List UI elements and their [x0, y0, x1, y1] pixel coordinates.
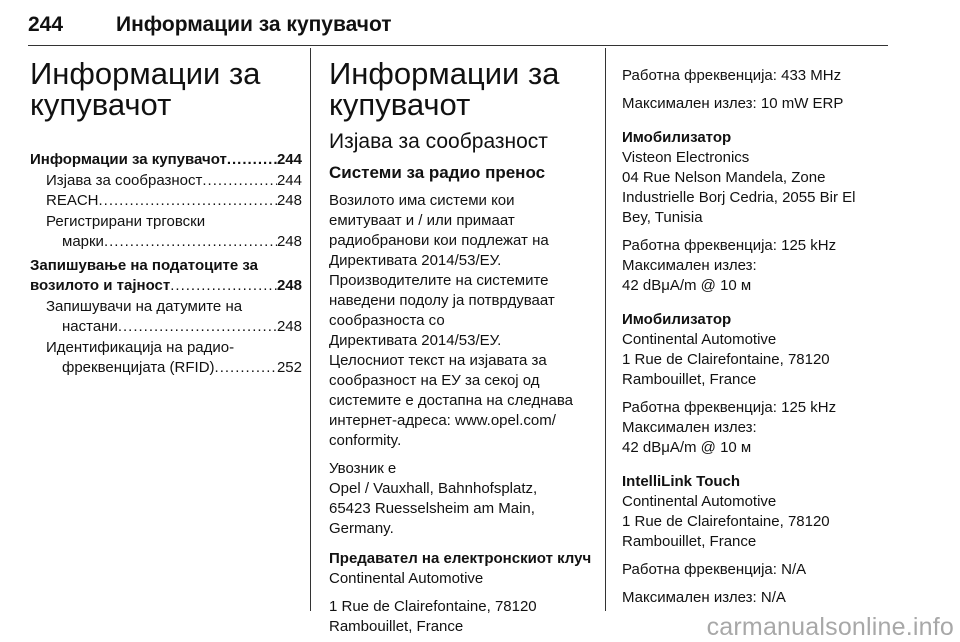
toc-entry[interactable]: Регистрирани трговски — [46, 212, 206, 230]
conformity-text: Возилото има системи кои емитуваат и / или примаат радиобранови кои подлежат на Директивата 2014/53/ЕУ. Производителите на системите наведени подолу ја потврдуваат сообразноста со Директивата 2014/53/ЕУ. Целосниот текст на изјавата за сообразност на ЕУ за секој од системите е достапна на следнава интернет-адреса: www.opel.com/ conformity. — [329, 192, 573, 449]
immobilizer-address-1: 04 Rue Nelson Mandela, Zone Industrielle Borj Cedria, 2055 Bir El Bey, Tunisia — [622, 169, 856, 226]
immobilizer-heading-2: Имобилизатор — [622, 311, 732, 328]
toc-entry[interactable]: Запишувачи на датумите на — [46, 297, 243, 315]
toc-entry[interactable]: настани ..... 248 — [30, 317, 302, 338]
subsection-title: Изјава за сообразност — [329, 130, 548, 153]
running-title: Информации за купувачот — [116, 13, 392, 36]
power-10mw: Максимален излез: 10 mW ERP — [622, 95, 844, 112]
immobilizer-power-2: Максимален излез: 42 dBμA/m @ 10 м — [622, 419, 757, 456]
transmitter-maker: Continental Automotive — [329, 570, 484, 587]
column-divider-left — [310, 48, 311, 611]
section-title: Информации за купувачот — [329, 56, 560, 122]
intellilink-maker: Continental Automotive — [622, 493, 777, 510]
intellilink-power: Максимален излез: N/A — [622, 589, 786, 606]
toc-entry[interactable]: марки ..... 248 — [30, 232, 302, 253]
intellilink-heading: IntelliLink Touch — [622, 473, 741, 490]
toc-entry[interactable]: возилото и тајност ..... 248 — [30, 276, 302, 297]
intellilink-freq: Работна фреквенција: N/A — [622, 561, 807, 578]
toc-entry[interactable]: Информации за купувачот ..... 244 — [30, 150, 302, 171]
immobilizer-maker-2: Continental Automotive — [622, 331, 777, 348]
column-toc — [30, 58, 302, 379]
immobilizer-freq-1: Работна фреквенција: 125 kHz — [622, 237, 837, 254]
radio-systems-heading: Системи за радио пренос — [329, 163, 546, 182]
immobilizer-address-2: 1 Rue de Clairefontaine, 78120 Rambouillet, France — [622, 351, 830, 388]
table-of-contents — [30, 150, 302, 379]
column-conformity — [329, 58, 591, 637]
header-rule — [28, 45, 888, 46]
toc-entry[interactable]: фреквенцијата (RFID) ..... 252 — [30, 358, 302, 379]
column-divider-right — [605, 48, 606, 611]
transmitter-address: 1 Rue de Clairefontaine, 78120 Rambouillet, France — [329, 598, 537, 635]
page-number: 244 — [28, 13, 64, 36]
column-devices — [622, 66, 884, 608]
toc-entry[interactable]: Идентификација на радио- — [46, 338, 235, 356]
immobilizer-freq-2: Работна фреквенција: 125 kHz — [622, 399, 837, 416]
importer-address: Opel / Vauxhall, Bahnhofsplatz, 65423 Ruesselsheim am Main, Germany. — [329, 480, 538, 537]
immobilizer-power-1: Максимален излез: 42 dBμA/m @ 10 м — [622, 257, 757, 294]
toc-entry[interactable]: Изјава за сообразност ..... 244 — [30, 171, 302, 192]
watermark: carmanualsonline.info — [706, 613, 954, 641]
freq-433: Работна фреквенција: 433 MHz — [622, 67, 842, 84]
immobilizer-maker-1: Visteon Electronics — [622, 149, 750, 166]
transmitter-heading: Предавател на електронскиот клуч — [329, 550, 592, 567]
intellilink-address: 1 Rue de Clairefontaine, 78120 Rambouillet, France — [622, 513, 830, 550]
toc-entry[interactable]: REACH ..... 248 — [30, 191, 302, 212]
immobilizer-heading-1: Имобилизатор — [622, 129, 732, 146]
chapter-title: Информации за купувачот — [30, 56, 261, 122]
page-header — [28, 10, 888, 50]
importer-label: Увозник е — [329, 460, 397, 477]
toc-entry[interactable]: Запишување на податоците за — [30, 256, 259, 274]
